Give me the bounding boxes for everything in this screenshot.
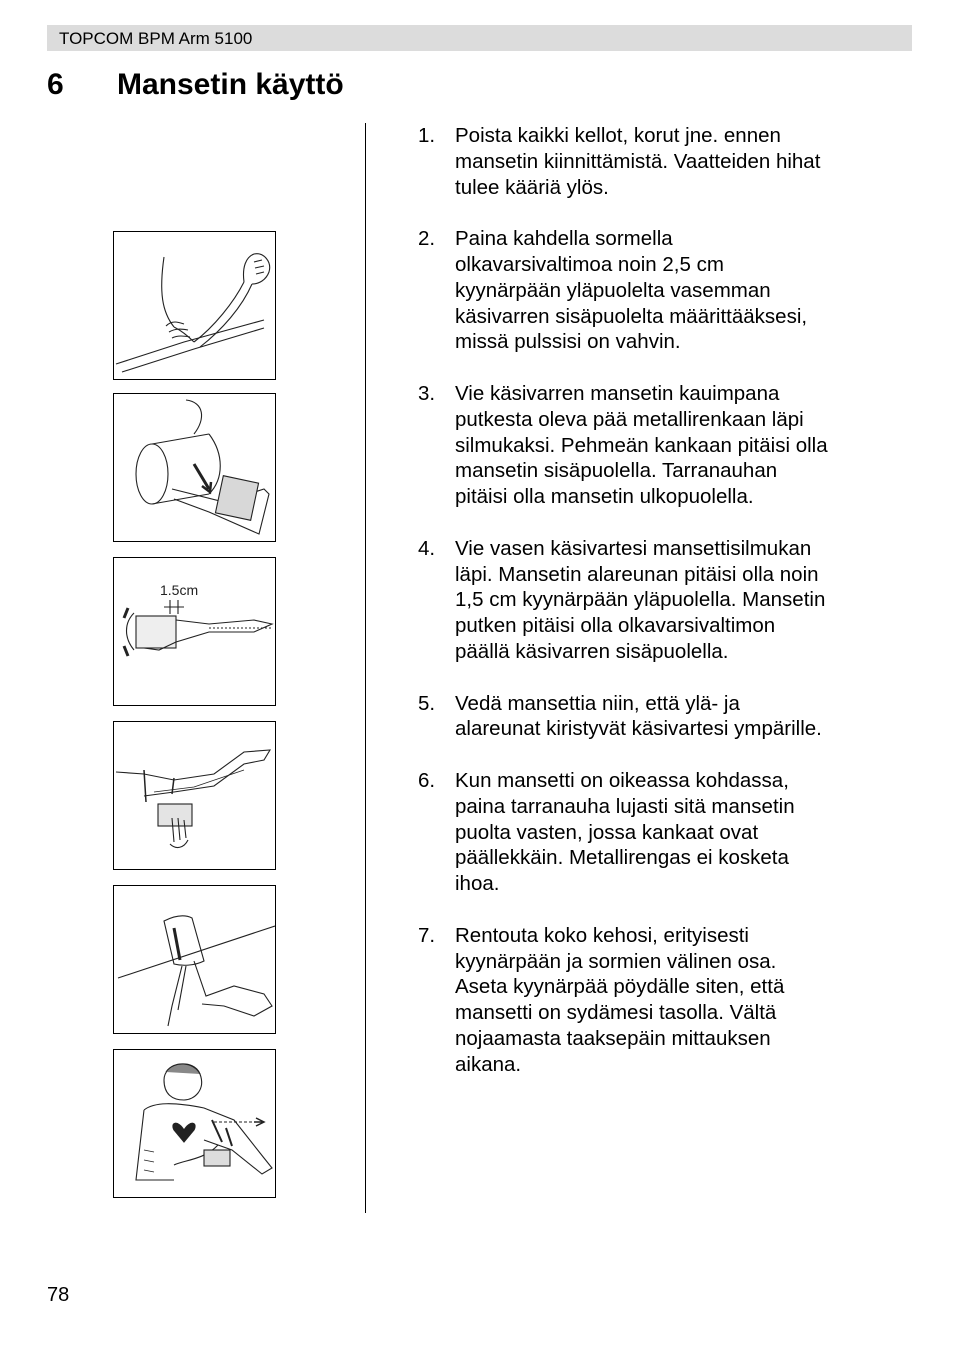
list-item [418, 923, 828, 1078]
list-item [418, 123, 828, 200]
list-item [418, 691, 828, 743]
seated-person-illustration [113, 1049, 276, 1198]
step-text: Kun mansetti on oikeassa kohdassa, paina tarranauha lujasti sitä mansetin puolta vasten, jossa kankaat ovat päällekkäin. Metallirengas ei kosketa ihoa. [455, 768, 795, 896]
page-number: 78 [47, 1284, 70, 1306]
step-number: 4. [418, 536, 436, 560]
list-item [418, 536, 828, 665]
step-text: Paina kahdella sormella olkavarsivaltimoa noin 2,5 cm kyynärpään yläpuolelta vasemman käsivarren sisäpuolelta määrittääksesi, missä pulssisi on vahvin. [455, 227, 808, 354]
list-item [418, 768, 828, 897]
step-text: Vie vasen käsivartesi mansettisilmukan läpi. Mansetin alareunan pitäisi olla noin 1,5 cm kyynärpään yläpuolella. Mansetin putken pitäisi olla olkavarsivaltimon päällä käsivarren sisäpuolella. [455, 536, 826, 663]
section-title: Mansetin käyttö [117, 68, 344, 101]
step-number: 3. [418, 381, 436, 405]
cuff-fastened-illustration [113, 885, 276, 1034]
list-item [418, 226, 828, 355]
step-text: Rentouta koko kehosi, erityisesti kyynärpään ja sormien välinen osa. Aseta kyynärpää pöydälle siten, että mansetti on sydämesi tasolla. Vältä nojaamasta taaksepäin mittauksen aikana. [455, 923, 785, 1076]
cuff-ring-illustration [113, 393, 276, 542]
step-text: Poista kaikki kellot, korut jne. ennen mansetin kiinnittämistä. Vaatteiden hihat tulee kääriä ylös. [455, 124, 821, 199]
step-text: Vie käsivarren mansetin kauimpana putkesta oleva pää metallirenkaan läpi silmukaksi. Pehmeän kankaan pitäisi olla mansetin sisäpuolella. Tarranauhan pitäisi olla mansetin ulkopuolella. [455, 381, 828, 509]
section-number: 6 [47, 68, 64, 101]
list-item [418, 381, 828, 510]
arm-pulse-illustration [113, 231, 276, 380]
header-bar [47, 25, 912, 51]
step-number: 2. [418, 227, 436, 251]
instruction-list [418, 123, 828, 1077]
column-divider [365, 123, 366, 1213]
step-text: Vedä mansettia niin, että ylä- ja alareunat kiristyvät käsivartesi ympärille. [455, 691, 822, 741]
step-number: 6. [418, 768, 436, 792]
cuff-distance-label: 1.5cm [160, 582, 199, 598]
cuff-tighten-illustration [113, 721, 276, 870]
step-number: 1. [418, 124, 436, 147]
header-title: TOPCOM BPM Arm 5100 [59, 29, 253, 48]
step-number: 5. [418, 691, 436, 715]
cuff-position-illustration [113, 557, 276, 706]
step-number: 7. [418, 923, 436, 947]
